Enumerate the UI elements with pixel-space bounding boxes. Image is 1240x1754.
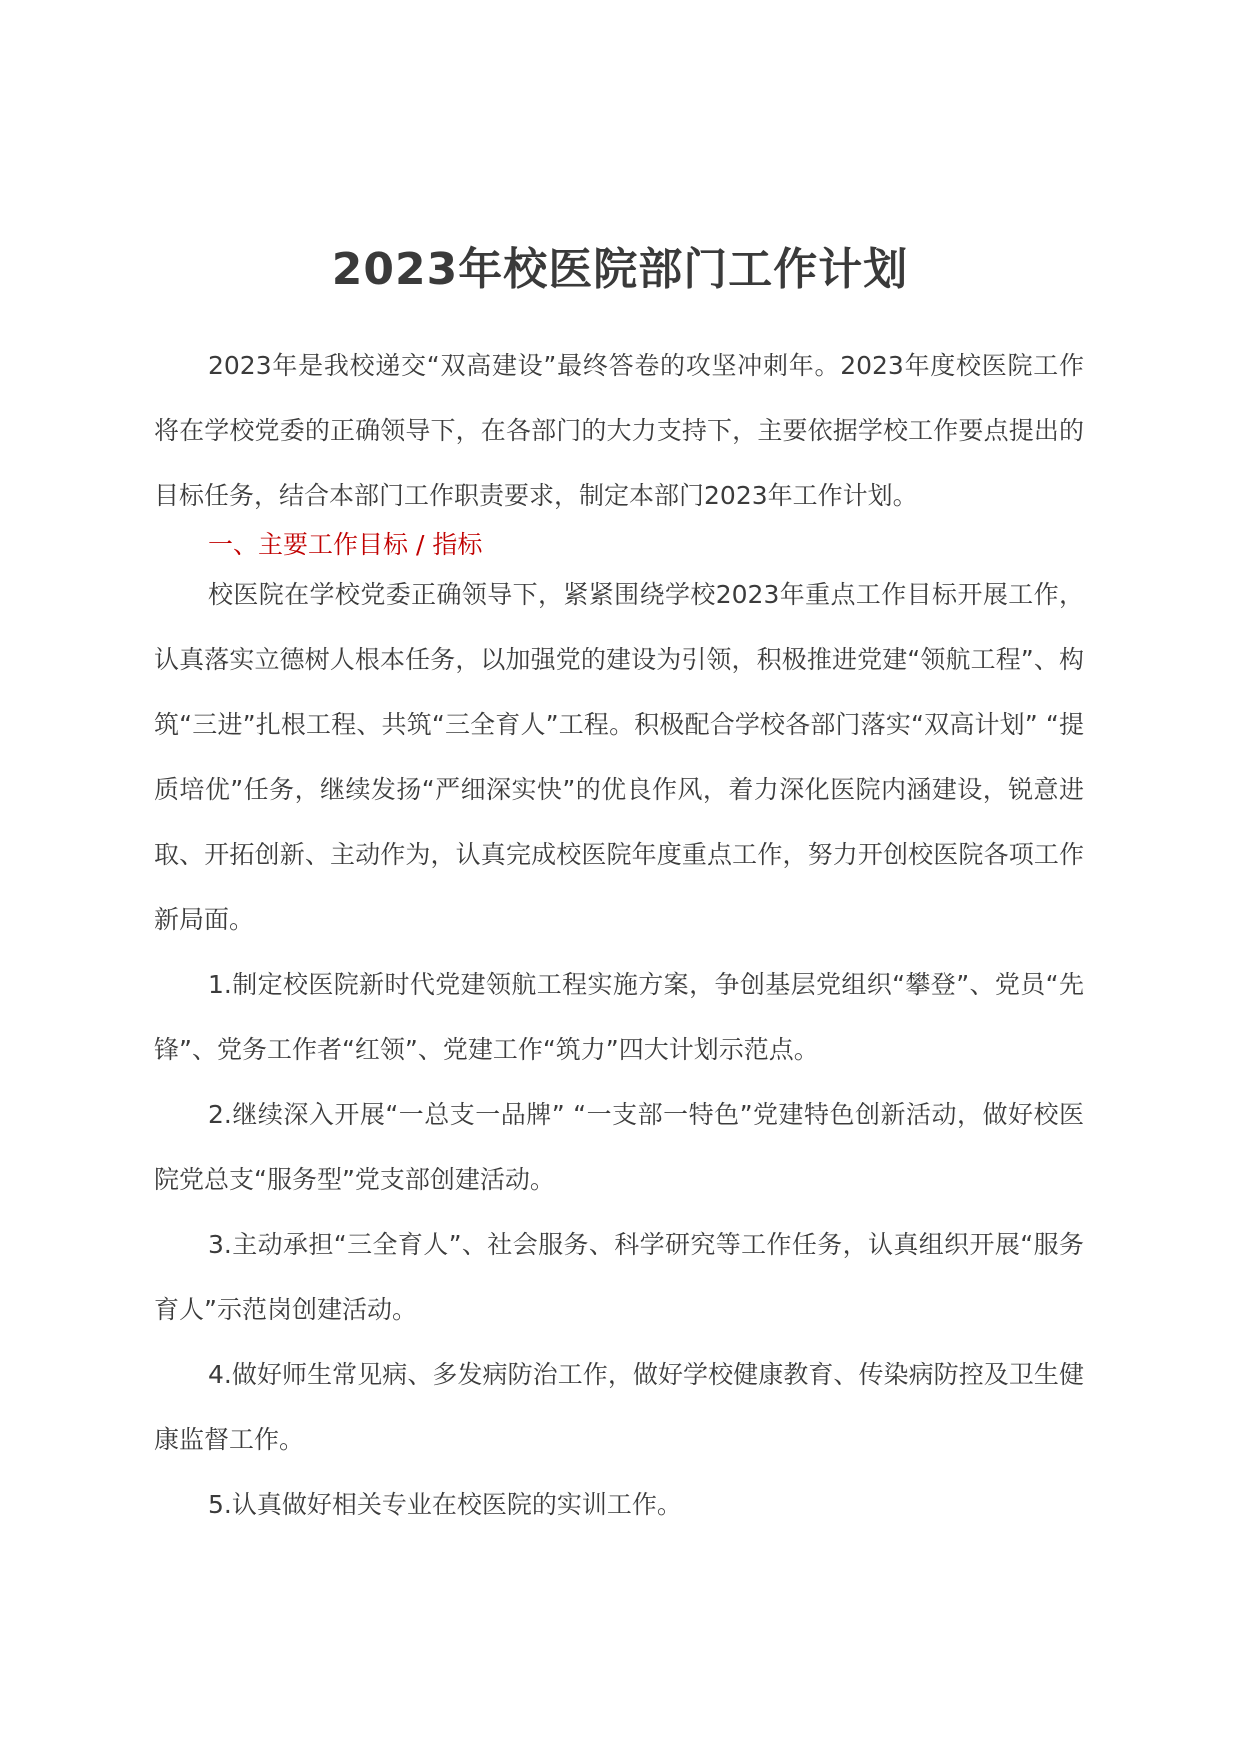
list-item: 2.继续深入开展“一总支一品牌” “一支部一特色”党建特色创新活动，做好校医院党总支“服务型”党支部创建活动。 (154, 1100, 1084, 1194)
section-heading-block (154, 526, 1084, 564)
list-item: 3.主动承担“三全育人”、社会服务、科学研究等工作任务，认真组织开展“服务育人”示范岗创建活动。 (154, 1230, 1084, 1324)
intro-paragraph: 2023年是我校递交“双高建设”最终答卷的攻坚冲刺年。2023年度校医院工作将在学校党委的正确领导下，在各部门的大力支持下，主要依据学校工作要点提出的目标任务，结合本部门工作职责要求，制定本部门2023年工作计划。 (154, 351, 1084, 510)
main-content-block (154, 562, 1084, 1537)
section-1-heading: 一、主要工作目标 / 指标 (208, 530, 483, 559)
list-item: 1.制定校医院新时代党建领航工程实施方案，争创基层党组织“攀登”、党员“先锋”、党务工作者“红领”、党建工作“筑力”四大计划示范点。 (154, 970, 1084, 1064)
section-1-paragraph: 校医院在学校党委正确领导下，紧紧围绕学校2023年重点工作目标开展工作，认真落实立德树人根本任务，以加强党的建设为引领，积极推进党建“领航工程”、构筑“三进”扎根工程、共筑“三全育人”工程。积极配合学校各部门落实“双高计划” “提质培优”任务，继续发扬“严细深实快”的优良作风，着力深化医院内涵建设，锐意进取、开拓创新、主动作为，认真完成校医院年度重点工作，努力开创校医院各项工作新局面。 (154, 580, 1084, 934)
intro-block (154, 333, 1084, 528)
list-item: 5.认真做好相关专业在校医院的实训工作。 (208, 1490, 682, 1519)
document-title: 2023年校医院部门工作计划 (331, 244, 909, 295)
list-item: 4.做好师生常见病、多发病防治工作，做好学校健康教育、传染病防控及卫生健康监督工作。 (154, 1360, 1084, 1454)
